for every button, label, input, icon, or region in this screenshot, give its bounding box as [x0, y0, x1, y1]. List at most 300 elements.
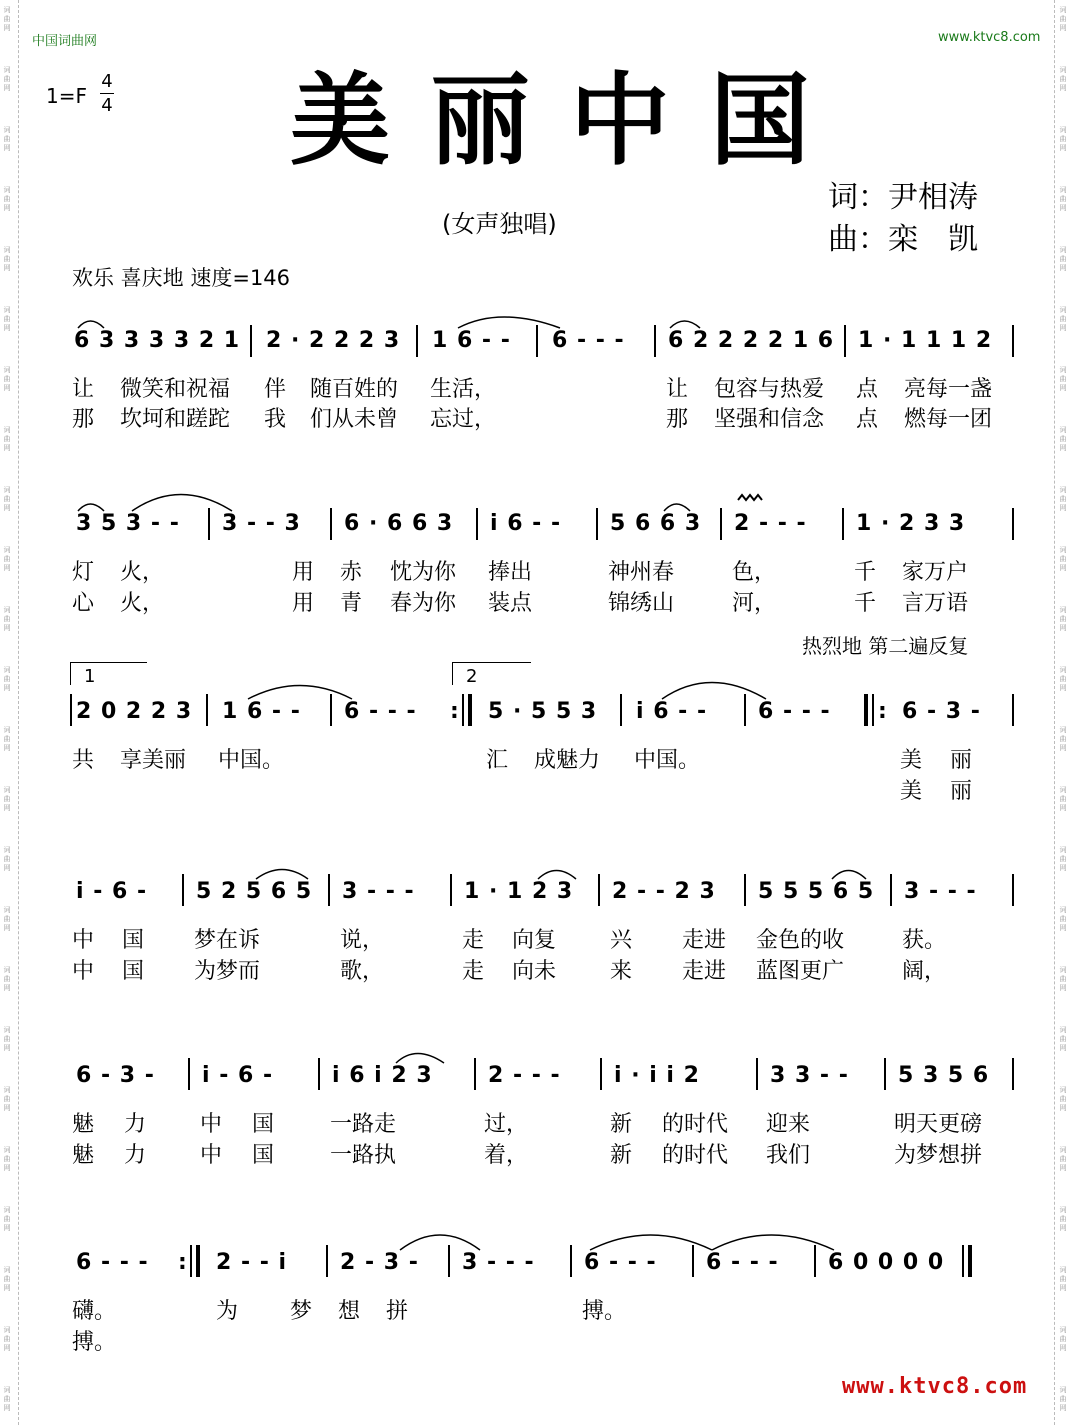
- lyric: 为: [216, 1299, 239, 1324]
- lyric: 国: [122, 928, 145, 953]
- measure: 3 - - -: [342, 879, 415, 904]
- repeat-dots: :: [178, 1250, 188, 1275]
- watermark-glyph: 网: [1059, 84, 1067, 92]
- watermark-glyph: 词: [1059, 1326, 1067, 1334]
- lyric: 新: [610, 1112, 633, 1137]
- slur: [78, 321, 104, 328]
- lyric: 丽: [950, 779, 973, 804]
- watermark-glyph: 网: [1059, 444, 1067, 452]
- watermark-glyph: 曲: [3, 315, 11, 323]
- song-title: 美丽中国: [290, 61, 850, 179]
- watermark-glyph: 词: [1059, 1206, 1067, 1214]
- watermark-glyph: 网: [1059, 624, 1067, 632]
- lyric: 我们: [766, 1143, 811, 1168]
- watermark-glyph: 词: [1059, 126, 1067, 134]
- lyric: 点: [856, 407, 879, 432]
- lyric: 随百姓的: [310, 377, 399, 402]
- watermark-glyph: 词: [1059, 726, 1067, 734]
- watermark-glyph: 曲: [3, 735, 11, 743]
- lyric: 拼: [386, 1299, 409, 1324]
- watermark-glyph: 词: [3, 126, 11, 134]
- lyric: 搏。: [72, 1330, 117, 1355]
- watermark-glyph: 词: [3, 486, 11, 494]
- lyric: 一路走: [330, 1112, 397, 1137]
- watermark-glyph: 词: [1059, 846, 1067, 854]
- watermark-glyph: 词: [1059, 366, 1067, 374]
- watermark-glyph: 网: [3, 1044, 11, 1052]
- tie: [400, 1235, 480, 1250]
- watermark-glyph: 曲: [3, 1395, 11, 1403]
- watermark-glyph: 词: [3, 726, 11, 734]
- measure: i - 6 -: [76, 879, 148, 904]
- measure: 6 - - -: [706, 1250, 779, 1275]
- repeat-dots: :: [878, 699, 888, 724]
- watermark-glyph: 曲: [1059, 615, 1067, 623]
- watermark-glyph: 曲: [3, 855, 11, 863]
- lyric: 们从未曾: [310, 407, 399, 432]
- watermark-glyph: 曲: [3, 435, 11, 443]
- lyric: 魅: [72, 1112, 95, 1137]
- watermark-glyph: 网: [1059, 24, 1067, 32]
- watermark-glyph: 曲: [1059, 435, 1067, 443]
- lyricist: 词：尹相涛: [828, 180, 978, 215]
- watermark-glyph: 网: [1059, 144, 1067, 152]
- measure: 6 · 6 6 3: [344, 511, 454, 536]
- lyric: 走进: [682, 959, 727, 984]
- lyric: 成魅力: [534, 748, 601, 773]
- tie: [248, 686, 352, 700]
- watermark-glyph: 网: [3, 264, 11, 272]
- watermark-glyph: 网: [1059, 324, 1067, 332]
- watermark-glyph: 词: [3, 66, 11, 74]
- measure: 2 - - -: [734, 511, 807, 536]
- watermark-glyph: 曲: [3, 375, 11, 383]
- watermark-glyph: 曲: [1059, 855, 1067, 863]
- lyric: 汇: [486, 748, 509, 773]
- measure: 3 - - 3: [222, 511, 301, 536]
- watermark-glyph: 词: [1059, 546, 1067, 554]
- measure: i · i i 2: [614, 1063, 700, 1088]
- measure: 2 0 2 2 3: [76, 699, 193, 724]
- watermark-glyph: 网: [1059, 384, 1067, 392]
- lyric: 中国。: [218, 748, 285, 773]
- lyric: 歌，: [340, 959, 385, 984]
- lyric: 神州春: [608, 560, 675, 585]
- site-logo: www.ktvc8.com: [842, 1374, 1028, 1399]
- measure: 6 0 0 0 0: [828, 1250, 945, 1275]
- measure: 5 2 5 6 5: [196, 879, 313, 904]
- measure: 6 - - -: [584, 1250, 657, 1275]
- measure: 3 - - -: [904, 879, 977, 904]
- watermark-glyph: 曲: [1059, 255, 1067, 263]
- watermark-glyph: 网: [3, 1404, 11, 1412]
- lyric: 坚强和信念: [714, 407, 825, 432]
- watermark-glyph: 词: [3, 546, 11, 554]
- subtitle: (女声独唱): [442, 210, 557, 238]
- watermark-glyph: 网: [3, 384, 11, 392]
- watermark-glyph: 曲: [3, 495, 11, 503]
- lyric: 中: [200, 1143, 223, 1168]
- watermark-glyph: 网: [1059, 984, 1067, 992]
- watermark-glyph: 网: [3, 1224, 11, 1232]
- watermark-glyph: 曲: [3, 795, 11, 803]
- watermark-glyph: 曲: [1059, 675, 1067, 683]
- watermark-glyph: 曲: [3, 1095, 11, 1103]
- lyric: 我: [264, 407, 287, 432]
- measure: 1 · 1 1 1 2: [858, 328, 993, 353]
- watermark-glyph: 曲: [3, 1335, 11, 1343]
- lyric: 中: [72, 959, 95, 984]
- lyric: 春为你: [390, 591, 457, 616]
- watermark-glyph: 词: [3, 1206, 11, 1214]
- watermark-glyph: 曲: [3, 135, 11, 143]
- time-signature-top: 4: [101, 71, 113, 92]
- lyric: 中国。: [634, 748, 701, 773]
- lyric: 想: [338, 1299, 361, 1324]
- watermark-glyph: 网: [1059, 744, 1067, 752]
- measure: 2 - 3 -: [340, 1250, 419, 1275]
- tempo-marking: 欢乐 喜庆地 速度=146: [72, 266, 291, 290]
- watermark-glyph: 曲: [3, 975, 11, 983]
- measure: 5 · 5 5 3: [488, 699, 598, 724]
- lyric: 点: [856, 377, 879, 402]
- watermark-glyph: 网: [1059, 1224, 1067, 1232]
- lyric: 蓝图更广: [756, 959, 845, 984]
- watermark-glyph: 词: [3, 426, 11, 434]
- watermark-glyph: 词: [1059, 1146, 1067, 1154]
- lyric: 中: [72, 928, 95, 953]
- watermark-glyph: 词: [3, 1326, 11, 1334]
- lyric: 包容与热爱: [714, 377, 825, 402]
- watermark-glyph: 曲: [3, 195, 11, 203]
- watermark-glyph: 词: [3, 786, 11, 794]
- watermark-glyph: 网: [3, 1344, 11, 1352]
- measure: 2 · 2 2 2 3: [266, 328, 401, 353]
- watermark-glyph: 网: [3, 504, 11, 512]
- watermark-glyph: 词: [1059, 1386, 1067, 1394]
- lyric: 美: [900, 779, 923, 804]
- lyric: 微笑和祝福: [120, 377, 231, 402]
- watermark-glyph: 网: [3, 744, 11, 752]
- lyric: 千: [854, 591, 877, 616]
- measure: 2 - - -: [488, 1063, 561, 1088]
- lyric: 用: [292, 591, 315, 616]
- watermark-glyph: 曲: [3, 675, 11, 683]
- watermark-glyph: 网: [3, 1104, 11, 1112]
- site-url-right: www.ktvc8.com: [938, 30, 1041, 45]
- watermark-glyph: 词: [3, 1266, 11, 1274]
- lyric: 千: [854, 560, 877, 585]
- watermark-glyph: 网: [3, 624, 11, 632]
- watermark-glyph: 词: [3, 1146, 11, 1154]
- lyric: 兴: [610, 928, 633, 953]
- watermark-glyph: 曲: [1059, 1095, 1067, 1103]
- watermark-glyph: 词: [1059, 486, 1067, 494]
- lyric: 一路执: [330, 1143, 397, 1168]
- watermark-glyph: 网: [3, 864, 11, 872]
- lyric: 的时代: [662, 1143, 729, 1168]
- lyric: 阔，: [902, 959, 947, 984]
- watermark-glyph: 词: [3, 606, 11, 614]
- lyric: 灯: [72, 560, 95, 585]
- watermark-glyph: 词: [1059, 306, 1067, 314]
- measure: i - 6 -: [202, 1063, 274, 1088]
- lyric: 让: [72, 377, 95, 402]
- expression-marking: 热烈地 第二遍反复: [802, 634, 969, 658]
- watermark-glyph: 网: [3, 1164, 11, 1172]
- lyric: 过，: [484, 1112, 529, 1137]
- lyric: 金色的收: [756, 928, 845, 953]
- watermark-glyph: 词: [1059, 426, 1067, 434]
- measure: 2 - - 2 3: [612, 879, 716, 904]
- lyric: 那: [666, 407, 689, 432]
- watermark-glyph: 曲: [1059, 195, 1067, 203]
- watermark-glyph: 词: [1059, 6, 1067, 14]
- measure: 6 3 3 3 3 2 1: [74, 328, 241, 353]
- watermark-glyph: 词: [1059, 1086, 1067, 1094]
- tie: [590, 1235, 712, 1250]
- watermark-glyph: 网: [1059, 1344, 1067, 1352]
- watermark-glyph: 网: [3, 144, 11, 152]
- watermark-glyph: 词: [1059, 246, 1067, 254]
- lyric: 来: [610, 959, 633, 984]
- lyric: 走进: [682, 928, 727, 953]
- tie: [662, 683, 766, 700]
- watermark-glyph: 曲: [3, 1035, 11, 1043]
- lyric: 火，: [120, 560, 165, 585]
- watermark-glyph: 词: [3, 306, 11, 314]
- watermark-glyph: 词: [1059, 1026, 1067, 1034]
- watermark-glyph: 曲: [1059, 15, 1067, 23]
- watermark-glyph: 网: [1059, 1104, 1067, 1112]
- watermark-glyph: 曲: [1059, 1395, 1067, 1403]
- watermark-glyph: 词: [1059, 786, 1067, 794]
- measure: 3 5 3 - -: [76, 511, 180, 536]
- watermark-glyph: 词: [3, 246, 11, 254]
- lyric: 走: [462, 959, 485, 984]
- watermark-glyph: 曲: [3, 555, 11, 563]
- slur: [538, 871, 576, 880]
- measure: 3 - - -: [462, 1250, 535, 1275]
- lyric: 的时代: [662, 1112, 729, 1137]
- lyric: 力: [124, 1112, 147, 1137]
- watermark-glyph: 网: [1059, 924, 1067, 932]
- lyric: 美: [900, 748, 923, 773]
- slur: [832, 871, 866, 880]
- lyric: 河，: [732, 591, 777, 616]
- lyric: 心: [72, 591, 95, 616]
- volta-number-2: 2: [466, 666, 478, 687]
- measure: 1 6 - -: [222, 699, 301, 724]
- watermark-glyph: 曲: [3, 15, 11, 23]
- tie: [712, 1235, 834, 1250]
- composer: 曲：栾 凯: [828, 222, 978, 257]
- watermark-glyph: 词: [1059, 906, 1067, 914]
- watermark-glyph: 词: [1059, 666, 1067, 674]
- watermark-glyph: 网: [1059, 564, 1067, 572]
- lyric: 为梦而: [194, 959, 261, 984]
- watermark-glyph: 网: [1059, 504, 1067, 512]
- watermark-glyph: 曲: [1059, 1275, 1067, 1283]
- watermark-glyph: 网: [1059, 264, 1067, 272]
- watermark-glyph: 曲: [3, 75, 11, 83]
- watermark-glyph: 曲: [1059, 1035, 1067, 1043]
- lyric: 魅: [72, 1143, 95, 1168]
- lyric: 国: [122, 959, 145, 984]
- watermark-glyph: 曲: [1059, 1215, 1067, 1223]
- lyric: 燃每一团: [904, 407, 993, 432]
- measure: i 6 - -: [490, 511, 562, 536]
- watermark-glyph: 网: [3, 804, 11, 812]
- watermark-glyph: 曲: [1059, 975, 1067, 983]
- lyric: 共: [72, 748, 95, 773]
- measure: 1 6 - -: [432, 328, 511, 353]
- lyric: 色，: [732, 560, 777, 585]
- watermark-glyph: 曲: [1059, 495, 1067, 503]
- lyric: 忱为你: [390, 560, 457, 585]
- watermark-glyph: 网: [1059, 1164, 1067, 1172]
- watermark-glyph: 词: [3, 366, 11, 374]
- lyric: 为梦想拼: [894, 1143, 983, 1168]
- lyric: 伴: [264, 377, 287, 402]
- watermark-glyph: 词: [3, 1386, 11, 1394]
- watermark-glyph: 网: [1059, 864, 1067, 872]
- watermark-glyph: 网: [3, 204, 11, 212]
- watermark-glyph: 曲: [3, 615, 11, 623]
- watermark-glyph: 网: [3, 324, 11, 332]
- measure: 5 3 5 6: [898, 1063, 990, 1088]
- watermark-glyph: 词: [3, 1086, 11, 1094]
- measure: 2 - - i: [216, 1250, 288, 1275]
- time-signature-bottom: 4: [101, 95, 113, 116]
- watermark-glyph: 网: [3, 564, 11, 572]
- watermark-glyph: 曲: [3, 1215, 11, 1223]
- watermark-glyph: 曲: [3, 1155, 11, 1163]
- lyric: 青: [340, 591, 363, 616]
- watermark-glyph: 曲: [1059, 915, 1067, 923]
- lyric: 梦: [290, 1299, 313, 1324]
- lyric: 装点: [488, 591, 533, 616]
- measure: 3 3 - -: [770, 1063, 849, 1088]
- watermark-glyph: 曲: [1059, 1155, 1067, 1163]
- watermark-glyph: 词: [1059, 966, 1067, 974]
- measure: 6 - - -: [552, 328, 625, 353]
- site-name-left: 中国词曲网: [32, 34, 98, 49]
- lyric: 赤: [340, 560, 363, 585]
- measure: 6 2 2 2 2 1 6: [668, 328, 835, 353]
- watermark-glyph: 网: [3, 24, 11, 32]
- watermark-glyph: 曲: [1059, 375, 1067, 383]
- lyric: 忘过，: [430, 407, 497, 432]
- lyric: 迎来: [766, 1112, 811, 1137]
- watermark-glyph: 词: [3, 666, 11, 674]
- watermark-glyph: 网: [1059, 1044, 1067, 1052]
- lyric: 亮每一盏: [904, 377, 993, 402]
- lyric: 搏。: [582, 1299, 627, 1324]
- watermark-glyph: 网: [1059, 204, 1067, 212]
- lyric: 家万户: [902, 560, 969, 585]
- tie: [458, 317, 560, 328]
- lyric: 向未: [512, 959, 557, 984]
- lyric: 锦绣山: [608, 591, 675, 616]
- watermark-glyph: 网: [3, 84, 11, 92]
- lyric: 生活，: [430, 377, 497, 402]
- lyric: 那: [72, 407, 95, 432]
- lyric: 梦在诉: [194, 928, 261, 953]
- watermark-glyph: 词: [3, 186, 11, 194]
- watermark-glyph: 词: [3, 6, 11, 14]
- slur: [256, 870, 308, 880]
- lyric: 捧出: [488, 560, 533, 585]
- watermark-glyph: 网: [1059, 1404, 1067, 1412]
- lyric: 明天更磅: [894, 1112, 983, 1137]
- watermark-glyph: 网: [1059, 1284, 1067, 1292]
- measure: 1 · 2 3 3: [856, 511, 966, 536]
- lyric: 向复: [512, 928, 557, 953]
- lyric: 享美丽: [120, 748, 187, 773]
- watermark-glyph: 网: [3, 684, 11, 692]
- measure: 5 5 5 6 5: [758, 879, 875, 904]
- measure: 6 - - -: [76, 1250, 149, 1275]
- measure: i 6 - -: [636, 699, 708, 724]
- measure: 6 - - -: [344, 699, 417, 724]
- watermark-glyph: 词: [1059, 1266, 1067, 1274]
- measure: 5 6 6 3: [610, 511, 702, 536]
- watermark-glyph: 词: [3, 966, 11, 974]
- lyric: 让: [666, 377, 689, 402]
- lyric: 中: [200, 1112, 223, 1137]
- lyric: 丽: [950, 748, 973, 773]
- watermark-glyph: 词: [1059, 66, 1067, 74]
- watermark-glyph: 曲: [1059, 1335, 1067, 1343]
- lyric: 国: [252, 1143, 275, 1168]
- slur: [664, 504, 690, 511]
- watermark-glyph: 网: [3, 444, 11, 452]
- watermark-glyph: 词: [3, 1026, 11, 1034]
- measure: i 6 i 2 3: [332, 1063, 433, 1088]
- watermark-glyph: 网: [1059, 804, 1067, 812]
- watermark-glyph: 曲: [1059, 795, 1067, 803]
- watermark-glyph: 网: [1059, 684, 1067, 692]
- trill-mark: [738, 495, 762, 500]
- lyric: 获。: [902, 928, 947, 953]
- watermark-glyph: 曲: [1059, 555, 1067, 563]
- tie: [132, 495, 232, 512]
- slur: [78, 504, 104, 511]
- watermark-glyph: 曲: [1059, 735, 1067, 743]
- measure: 1 · 1 2 3: [464, 879, 574, 904]
- watermark-glyph: 网: [3, 924, 11, 932]
- watermark-glyph: 曲: [1059, 135, 1067, 143]
- watermark-glyph: 曲: [3, 1275, 11, 1283]
- measure: 6 - 3 -: [76, 1063, 155, 1088]
- lyric: 言万语: [902, 591, 969, 616]
- measure: 6 - 3 -: [902, 699, 981, 724]
- watermark-glyph: 曲: [3, 255, 11, 263]
- slur: [670, 321, 700, 328]
- measure: 6 - - -: [758, 699, 831, 724]
- watermark-glyph: 词: [1059, 606, 1067, 614]
- lyric: 火，: [120, 591, 165, 616]
- slur: [396, 1054, 444, 1064]
- lyric: 国: [252, 1112, 275, 1137]
- key-signature: 1=F: [46, 84, 87, 108]
- watermark-glyph: 词: [3, 846, 11, 854]
- watermark-glyph: 曲: [1059, 315, 1067, 323]
- watermark-glyph: 网: [3, 1284, 11, 1292]
- watermark-glyph: 曲: [1059, 75, 1067, 83]
- watermark-glyph: 词: [1059, 186, 1067, 194]
